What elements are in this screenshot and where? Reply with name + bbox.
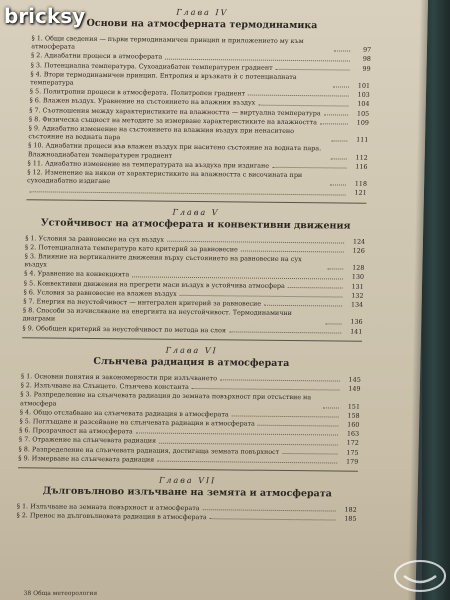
entry-page-number: 109 — [356, 118, 370, 127]
chapter-heading: Глава VI — [165, 345, 218, 356]
book-binding — [422, 0, 450, 600]
dot-leader — [210, 519, 336, 521]
dot-leader — [333, 87, 349, 88]
entry-page-number: 111 — [356, 135, 369, 145]
entry-page-number: 160 — [347, 420, 360, 429]
chapter-section — [22, 206, 366, 342]
chapter-section — [16, 474, 357, 523]
entry-text: § 2. Пренос на дълговълновата радиация в атмосферата — [16, 511, 207, 522]
chapter-heading: Глава IV — [176, 7, 229, 18]
entry-text: § 1. Общи сведения — първи термодинамичен принцип и приложението му към атмосферата — [31, 34, 304, 51]
entry-text: § 8. Способи за изчисляване на енергията на неустойчивост. Термодинамични диаграми — [22, 306, 293, 324]
entry-page-number: 134 — [350, 300, 364, 309]
dot-leader — [282, 453, 337, 455]
entry-text: § 10. Адиабатни процеси във влажен въздух при наситено състояние на водната пара. Влажноадиабатен температурен градиент — [27, 141, 322, 160]
brand-watermark: bricksy — [4, 4, 86, 28]
entry-page-number: 151 — [347, 402, 361, 411]
entry-page-number: 112 — [355, 153, 368, 162]
dot-leader — [272, 167, 346, 169]
entry-page-number: 105 — [356, 109, 370, 118]
entry-page-number: 126 — [352, 246, 366, 255]
chapter-title: Устойчивост на атмосферата и конвективни движения — [40, 217, 351, 232]
entry-text: § 11. Адиабатно изменение на температурата на въздуха при издигане — [27, 159, 270, 170]
dot-leader — [132, 276, 343, 279]
dot-leader — [220, 379, 340, 381]
entry-text: § 9. Обобщен критерий за неустойчивост по метода на слоя — [22, 323, 227, 335]
logo-watermark-icon — [392, 556, 448, 596]
dot-leader — [203, 509, 336, 511]
dot-leader — [323, 407, 339, 408]
chapter-section — [26, 6, 372, 203]
entry-page-number: 118 — [354, 179, 368, 189]
table-of-contents — [16, 0, 372, 524]
entry-text: § 4. Втори термодинамичен принцип. Ентропия и връзката ѝ с потенциалната температура — [30, 70, 297, 87]
entry-text: § 3. Потенциална температура. Сухоадиабатен температурен градиент — [30, 60, 273, 72]
entry-page-number: 179 — [345, 457, 359, 466]
entry-text: § 7. Енергия на неустойчивост — интегрален критерий за равновесие — [23, 297, 262, 308]
dot-leader — [157, 461, 337, 464]
entry-page-number: 124 — [352, 237, 366, 246]
entry-text: § 6. Влажен въздух. Уравнение на състоянието на влажния въздух — [29, 96, 256, 108]
entry-list — [27, 34, 372, 197]
entry-page-number: 163 — [346, 429, 360, 438]
divider — [18, 467, 358, 472]
chapter-title: Дълговълново излъчване на земята и атмосферата — [42, 485, 333, 500]
dot-leader — [331, 158, 347, 159]
entry-page-number: 145 — [348, 375, 361, 384]
entry-text: § 6. Прозрачност на атмосферата — [19, 426, 133, 436]
dot-leader — [258, 104, 348, 106]
dot-leader — [30, 191, 346, 195]
entry-text: § 12. Изменение на някои от характеристиките на влажността с височината при сухоадиабатно издигане — [26, 168, 303, 186]
entry-text: § 4. Общо отслабване на слънчевата радиация в атмосферата — [19, 407, 229, 419]
dot-leader — [192, 388, 340, 391]
dot-leader — [180, 295, 343, 298]
entry-text: § 5. Конвективни движения на прегрети маси въздух в устойчива атмосфера — [23, 278, 286, 290]
chapter-heading: Глава V — [172, 207, 220, 217]
dot-leader — [330, 185, 346, 186]
chapter-section — [18, 344, 362, 472]
dot-leader — [327, 269, 343, 270]
entry-text: § 8. Разпределение на слънчевата радиация, достигаща земната повърхност — [18, 444, 280, 456]
entry-page-number: 149 — [348, 384, 361, 393]
entry-text: § 5. Политропни процеси в атмосферата. Политропен градиент — [29, 87, 246, 98]
dot-leader — [241, 251, 344, 253]
dot-leader — [232, 415, 339, 417]
entry-text: § 1. Условия за равновесие на сух въздух — [25, 233, 165, 244]
dot-leader — [159, 442, 338, 445]
entry-text: § 3. Разпределение на слънчевата радиация до земната повърхност при отсъствие на атмосфера — [19, 390, 312, 408]
dot-leader — [331, 141, 347, 142]
dot-leader — [248, 95, 349, 97]
dot-leader — [326, 323, 342, 324]
chapter-title: Слънчева радиация в атмосферата — [93, 355, 290, 369]
entry-text: § 1. Основни понятия и закономерности при излъчването — [20, 372, 218, 383]
entry-page-number: 97 — [362, 45, 372, 54]
dot-leader — [167, 241, 344, 244]
entry-text: § 2. Потенциалната температура като критерий за равновесие — [24, 243, 238, 254]
entry-page-number: 98 — [362, 55, 372, 64]
entry-text: § 2. Адиабатни процеси в атмосферата — [30, 51, 163, 62]
chapter-heading: Глава VII — [158, 475, 217, 486]
entry-text: § 7. Отражение на слънчевата радиация — [18, 435, 157, 445]
entry-page-number: 101 — [357, 81, 371, 90]
entry-page-number: 185 — [344, 514, 357, 523]
entry-page-number: 136 — [350, 318, 363, 327]
entry-text: § 2. Излъчване на Слънцето. Слънчева константа — [20, 381, 190, 392]
dot-leader — [320, 123, 348, 124]
entry-page-number: 172 — [346, 438, 359, 448]
entry-list — [16, 502, 356, 523]
entry-page-number: 99 — [362, 64, 371, 73]
entry-page-number: 128 — [352, 263, 365, 273]
entry-text: § 4. Уравнение на конвекцията — [24, 269, 130, 279]
dot-leader — [258, 425, 339, 427]
entry-list — [22, 234, 365, 336]
dot-leader — [324, 114, 348, 115]
dot-leader — [264, 305, 342, 307]
entry-page-number: 103 — [357, 90, 370, 100]
dot-leader — [334, 51, 350, 52]
entry-page-number: 158 — [347, 411, 360, 420]
entry-text: § 1. Излъчване на земната повърхност и атмосферата — [16, 502, 200, 513]
dot-leader — [165, 58, 350, 61]
entry-page-number: 116 — [355, 162, 368, 171]
entry-page-number: 130 — [351, 273, 365, 282]
entry-text: § 7. Съотношения между характеристиките на влажността — виртуална температура — [29, 105, 321, 117]
page-footer: 38 Обща метеорология — [23, 590, 98, 597]
entry-page-number: 182 — [344, 505, 357, 514]
entry-text: § 9. Измерване на слънчевата радиация — [18, 453, 155, 464]
entry-page-number: 175 — [346, 448, 359, 457]
chapter-title: Основи на атмосферната термодинамика — [86, 17, 318, 32]
divider — [22, 337, 362, 342]
entry-page-number: 104 — [357, 100, 370, 109]
entry-text: § 6. Условия за равновесие на влажен въздух — [23, 288, 177, 298]
entry-text: § 3. Влияние на вертикалните движения върху състоянието на равновесие на сух въздух — [24, 252, 302, 269]
dot-leader — [229, 331, 341, 333]
entry-text: § 5. Поглъщане и разсейване на слънчевата радиация в атмосферата — [19, 417, 256, 428]
divider — [26, 199, 366, 204]
entry-page-number: 131 — [351, 282, 364, 291]
entry-text: § 9. Адиабатно изменение на състоянието на влажния въздух при ненаситено състояние на водната пара — [28, 124, 295, 142]
entry-page-number: 132 — [351, 291, 364, 300]
entry-list — [18, 372, 361, 466]
dot-leader — [276, 69, 350, 71]
entry-page-number: 141 — [350, 327, 363, 336]
entry-text: § 8. Физическа същност на методите за измерване характеристиките на влажността — [28, 115, 318, 127]
entry-page-number: 121 — [354, 189, 367, 198]
dot-leader — [288, 287, 343, 289]
dot-leader — [136, 433, 338, 436]
